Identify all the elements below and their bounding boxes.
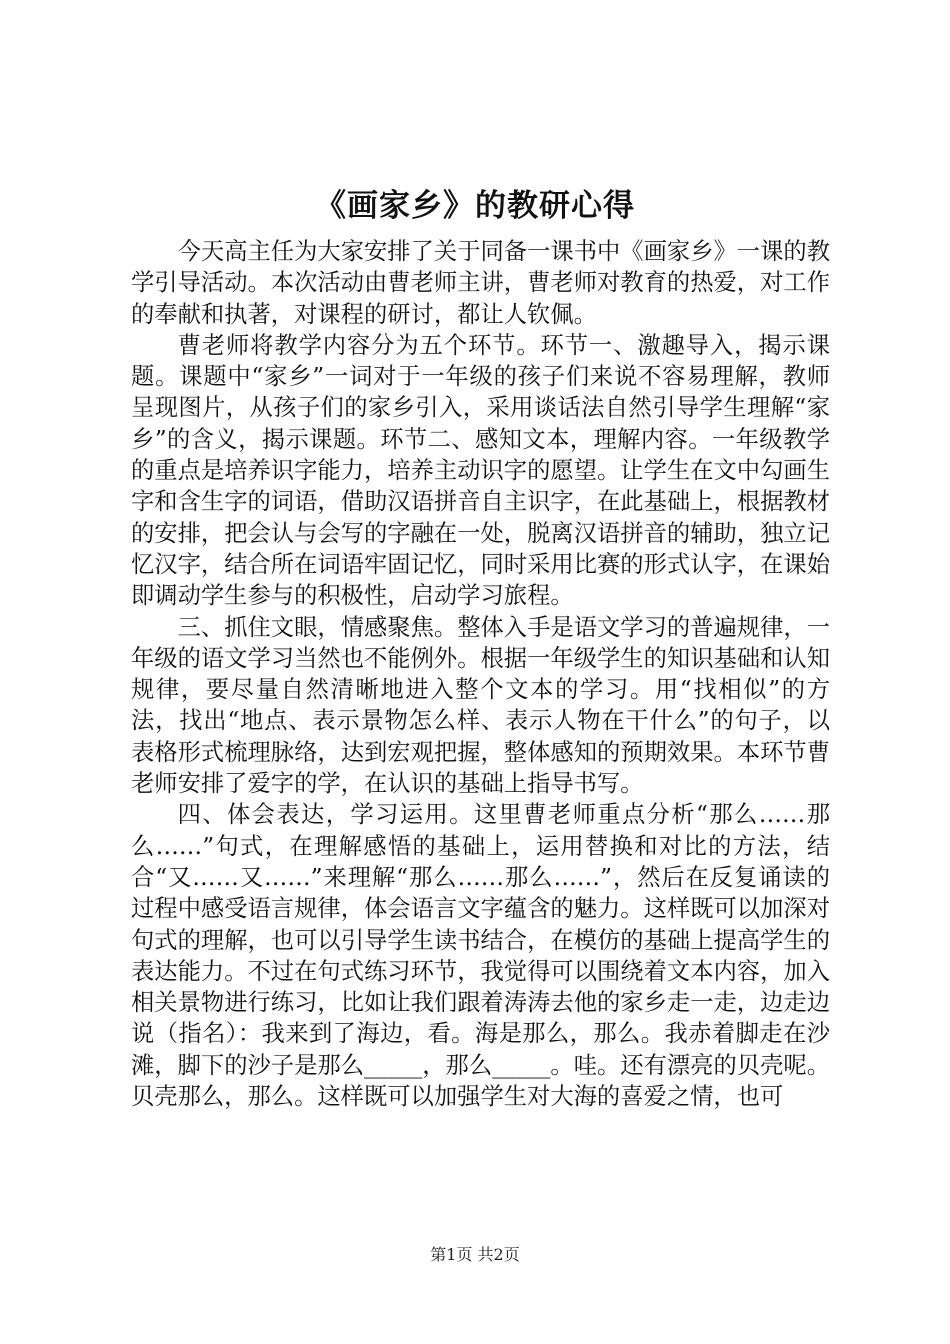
- paragraph-sections-one-two: 曹老师将教学内容分为五个环节。环节一、激趣导入，揭示课题。课题中“家乡”一词对于一年级的孩子们来说不容易理解，教师呈现图片，从孩子们的家乡引入，采用谈话法自然引导学生理解“家乡”的含义，揭示课题。环节二、感知文本，理解内容。一年级教学的重点是培养识字能力，培养主动识字的愿望。让学生在文中勾画生字和含生字的词语，借助汉语拼音自主识字，在此基础上，根据教材的安排，把会认与会写的字融在一处，脱离汉语拼音的辅助，独立记忆汉字，结合所在词语牢固记忆，同时采用比赛的形式认字，在课始即调动学生参与的积极性，启动学习旅程。: [131, 331, 830, 610]
- page-footer: 第1页 共2页: [430, 1245, 520, 1264]
- document-title: 《画家乡》的教研心得: [315, 188, 635, 224]
- paragraph-section-four: 四、体会表达，学习运用。这里曹老师重点分析“那么……那么……”句式，在理解感悟的基础上，运用替换和对比的方法，结合“又……又……”来理解“那么……那么……”，然后在反复诵读的过程中感受语言规律，体会语言文字蕴含的魅力。这样既可以加深对句式的理解，也可以引导学生读书结合，在模仿的基础上提高学生的表达能力。不过在句式练习环节，我觉得可以围绕着文本内容，加入相关景物进行练习，比如让我们跟着涛涛去他的家乡走一走，边走边说（指名）：我来到了海边，看。海是那么，那么。我赤着脚走在沙滩，脚下的沙子是那么_____，那么_____。哇。还有漂亮的贝壳呢。贝壳那么，那么。这样既可以加强学生对大海的喜爱之情，也可: [131, 801, 830, 1111]
- paragraph-section-three: 三、抓住文眼，情感聚焦。整体入手是语文学习的普遍规律，一年级的语文学习当然也不能例外。根据一年级学生的知识基础和认知规律，要尽量自然清晰地进入整个文本的学习。用“找相似”的方法，找出“地点、表示景物怎么样、表示人物在干什么”的句子，以表格形式梳理脉络，达到宏观把握，整体感知的预期效果。本环节曹老师安排了爱字的学，在认识的基础上指导书写。: [131, 613, 830, 798]
- document-body: [131, 236, 830, 1112]
- paragraph-intro: 今天高主任为大家安排了关于同备一课书中《画家乡》一课的教学引导活动。本次活动由曹老师主讲，曹老师对教育的热爱，对工作的奉献和执著，对课程的研讨，都让人钦佩。: [131, 238, 830, 328]
